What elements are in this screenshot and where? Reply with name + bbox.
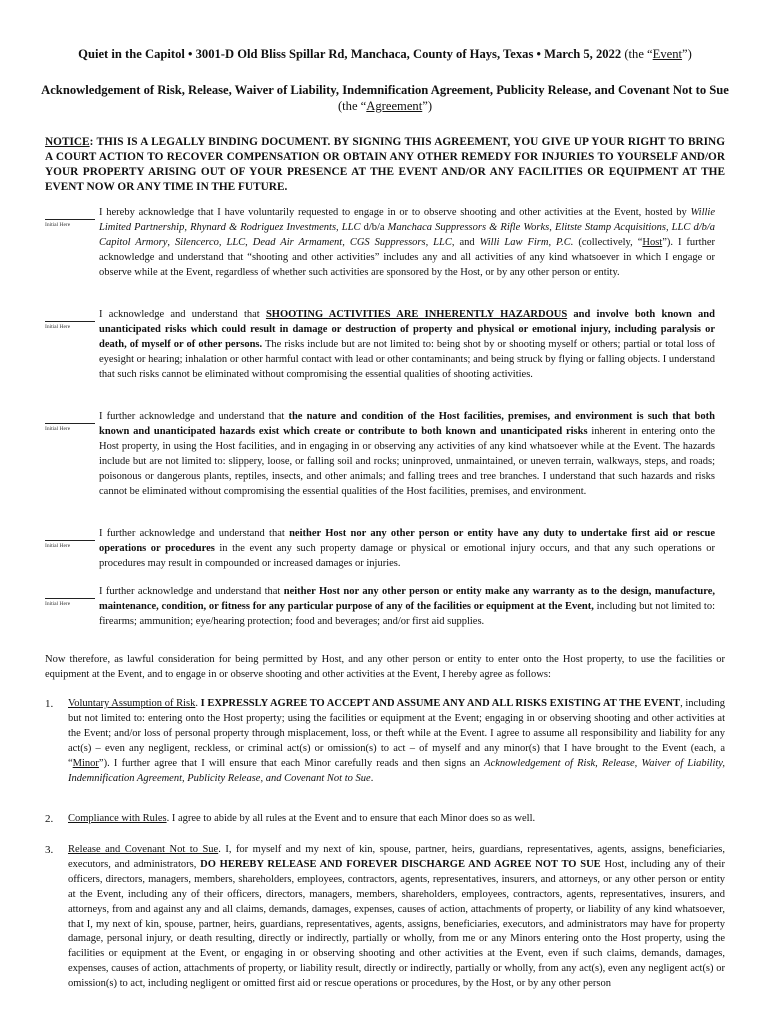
ack3-text: I further acknowledge and understand that <box>99 411 289 422</box>
acknowledgement-1 <box>99 206 715 281</box>
sep: (collectively, “ <box>573 236 643 248</box>
clause-1-text: , including but not limited to: entering onto the Host property; using the facilities or equipment at the Event; engaging in or observing shooting and other activities at the Event; and/or loss of personal property through misplacement, loss, or theft while at the Event. I agree to assume all responsibility and liability for any act(s) – even any negligent, reckless, or criminal act(s) or omission(s) to act – of myself and any minor(s) that I have brought to the Event (each, a “ <box>68 698 726 769</box>
acknowledgement-4 <box>99 527 715 572</box>
ack2-bold: and involve both known and unanticipated risks which could result in damage or destruction of property and physical or emotional injury, including paralysis or death, of myself or of other persons. <box>99 309 715 350</box>
clause-3-text: . I, for myself and my next of kin, spouse, partner, heirs, guardians, representatives, agents, assigns, beneficiaries, executors, and administrators, <box>68 844 726 870</box>
host-defined-term: Host <box>642 236 663 248</box>
clause-1-bold: I EXPRESSLY AGREE TO ACCEPT AND ASSUME ANY AND ALL RISKS EXISTING AT THE EVENT <box>200 698 681 709</box>
clause-heading: Compliance with Rules <box>68 813 167 824</box>
initial-field-5[interactable] <box>45 598 97 608</box>
initial-line[interactable] <box>45 219 95 220</box>
now-therefore-paragraph: Now therefore, as lawful consideration for being permitted by Host, and any other person or entity to enter onto the Host property, to use the facilities or equipment at the Event, and to engage in or observe shooting and other activities at the Event, I hereby agree as follows: <box>45 654 725 680</box>
event-address: 3001-D Old Bliss Spillar Rd, Manchaca, County of Hays, Texas <box>195 47 534 61</box>
host-willi: Willi Law Firm, P.C. <box>479 236 574 248</box>
initial-label: Initial Here <box>45 543 71 549</box>
sep: . <box>195 698 201 709</box>
host-manchaca: Manchaca Suppressors & Rifle Works <box>387 221 550 233</box>
event-defined-term: Event <box>652 47 683 61</box>
clause-2-text: . I agree to abide by all rules at the Event and to ensure that each Minor does so as well. <box>166 813 536 824</box>
event-defn-close: ”) <box>682 47 692 61</box>
ack3-text-b: inherent in entering onto the Host property, in using the Host facilities, and in engaging in or observing any activities of any kind whatsoever while at the Event. The hazards include but are not limited to: slippery, loose, or falling soil and rocks; uninproved, unmaintained, or uneven terrain, walkways, steps, and roads; poisonous or dangerous plants, reptiles, insects, and other animals; and falling trees and tree branches. I understand that such hazards and risks cannot be eliminated without compromising the essential qualities of the Host facilities, premises, and environment. <box>99 425 716 497</box>
agreement-defined-term: Agreement <box>366 99 423 113</box>
notice-text: : THIS IS A LEGALLY BINDING DOCUMENT. BY SIGNING THIS AGREEMENT, YOU GIVE UP YOUR RIGHT TO BRING A COURT ACTION TO RECOVER COMPENSATION OR OBTAIN ANY OTHER REMEDY FOR INJURIES TO YOURSELF AND/OR YOUR PROPERTY ARISING OUT OF YOUR PRESENCE AT THE EVENT AND/OR ANY FACILITIES OR EQUIPMENT AT THE EVENT NOW OR ANY TIME IN THE FUTURE. <box>45 136 725 193</box>
host-silencerco: Silencerco, LLC <box>174 236 246 248</box>
ack5-text: I further acknowledge and understand that <box>99 586 284 597</box>
sep: , <box>549 221 555 233</box>
initial-label: Initial Here <box>45 426 71 432</box>
clause-3-text-b: Host, including any of their officers, directors, managers, members, shareholders, employees, contractors, agents, representatives, insurers, and attorneys, or any other person or entity at the Event, including any of their officers, directors, managers, members, shareholders, employees, contractors, agents, representatives, insurers, and attorneys, from and against any and all claims, demands, damages, expenses, causes of action, attachments of property, or liability of any kind whatsoever, that I, my next of kin, spouse, partner, heirs, guardians, representatives, agents, assigns, beneficiaries, executors, and administrators may have for property damage, personal injury, or death resulting, directly or indirectly, partially or wholly, from me or any Minors entering onto the Host property, using the facilities or equipment at the Event, or engaging in or observing shooting and other activities at the Event, even if such claims, demands, damages, expenses, causes of action, attachments of property, or liability result, directly or indirectly, partially or wholly, from any act(s), even any negligent act(s) or omission(s) to act, including negligent or omitted first aid or rescue operations or procedures, by the Host, or by any other person <box>68 858 725 990</box>
event-name: Quiet in the Capitol <box>78 47 185 61</box>
sep: , <box>167 236 175 248</box>
agreement-defn-open: (the “ <box>337 99 367 113</box>
agreement-title <box>30 82 740 114</box>
clause-number: 2. <box>45 813 54 825</box>
initial-line[interactable] <box>45 321 95 322</box>
initial-line[interactable] <box>45 598 95 599</box>
host-elitste: Elitste Stamp Acquisitions, LLC d/b/a Capitol Armory <box>99 221 716 248</box>
agreement-title-text: Acknowledgement of Risk, Release, Waiver of Liability, Indemnification Agreement, Publicity Release, and Covenant Not to Sue <box>41 83 729 97</box>
notice-label: NOTICE <box>45 136 90 148</box>
initial-field-1[interactable] <box>45 219 97 229</box>
bullet-separator: • <box>536 47 541 61</box>
ack5-bold: neither Host nor any other person or entity make any warranty as to the design, manufacture, maintenance, condition, or fitness for any particular purpose of any of the facilities or equipment at the Event, <box>99 586 715 612</box>
agreement-title-ref: Acknowledgement of Risk, Release, Waiver of Liability, Indemnification Agreement, Publicity Release, and Covenant Not to Sue <box>68 757 726 784</box>
initial-field-4[interactable] <box>45 540 97 550</box>
clause-heading: Voluntary Assumption of Risk <box>68 698 196 709</box>
sep: , and <box>451 236 480 248</box>
clause-number: 1. <box>45 698 54 710</box>
clause-3-bold: DO HEREBY RELEASE AND FOREVER DISCHARGE AND AGREE NOT TO SUE <box>200 858 601 870</box>
sep: , <box>184 221 191 233</box>
host-rhynard: Rhynard & Rodriguez Investments, LLC <box>190 221 361 233</box>
ack2-text: I acknowledge and understand that <box>99 309 266 320</box>
clause-heading: Release and Covenant Not to Sue <box>68 844 219 855</box>
initial-label: Initial Here <box>45 222 71 228</box>
sep: , <box>342 236 350 248</box>
initial-label: Initial Here <box>45 324 71 330</box>
ack1-text-b: ”). I further acknowledge and understand that “shooting and other activities” includes any and all activities of any kind whatsoever in which I engage or observe while at the Event, regardless of whether such activities are sponsored by the Host, or by any other person or entity. <box>99 236 715 278</box>
sep: . <box>370 772 374 784</box>
ack4-text-b: in the event any such property damage or physical or emotional injury occurs, and that any such operations or procedures may result in compounded or increased damages or injuries. <box>99 542 715 569</box>
sep: , <box>245 236 253 248</box>
event-date: March 5, 2022 <box>544 47 622 61</box>
ack2-text-b: The risks include but are not limited to: being shot by or shooting myself or others; partial or total loss of eyesight or hearing; inhalation or other harmful contact with lead or other contaminants; and being struck by flying or falling objects. I understand that such risks cannot be eliminated without compromising the essential qualities of shooting activities. <box>99 338 715 380</box>
event-header <box>30 46 740 62</box>
ack4-bold: neither Host nor any other person or entity have any duty to undertake first aid or rescue operations or procedures <box>99 528 715 554</box>
clause-number: 3. <box>45 844 54 856</box>
clause-2-body <box>68 812 725 827</box>
clause-3-body <box>68 843 725 992</box>
ack4-text: I further acknowledge and understand that <box>99 528 290 539</box>
initial-line[interactable] <box>45 540 95 541</box>
hazard-statement: SHOOTING ACTIVITIES ARE INHERENTLY HAZARDOUS <box>265 309 568 320</box>
minor-defined-term: Minor <box>72 757 99 769</box>
host-willie: Willie Limited Partnership <box>99 207 715 233</box>
acknowledgement-2 <box>99 308 715 383</box>
bullet-separator: • <box>188 47 193 61</box>
host-deadair: Dead Air Armament <box>252 236 343 248</box>
event-defn-open: (the “ <box>624 47 653 61</box>
agreement-defn-close: ”) <box>422 99 433 113</box>
ack3-bold: the nature and condition of the Host facilities, premises, and environment is such that both known and unanticipated hazards exist which create or contribute to both known and unanticipated risks <box>99 411 715 437</box>
clause-1-body <box>68 697 725 786</box>
acknowledgement-3 <box>99 410 715 499</box>
initial-field-3[interactable] <box>45 423 97 433</box>
ack5-text-b: including but not limited to: firearms; ammunition; eye/hearing protection; food and beverages; and/or first aid supplies. <box>99 600 716 627</box>
sep: d/b/a <box>360 221 388 233</box>
clause-1-text-b: ”). I further agree that I will ensure that each Minor carefully reads and then signs an <box>98 757 485 769</box>
initial-label: Initial Here <box>45 601 71 607</box>
ack1-text: I hereby acknowledge that I have voluntarily requested to engage in or to observe shooting and other activities at the Event, hosted by <box>99 207 691 218</box>
initial-field-2[interactable] <box>45 321 97 331</box>
legal-notice <box>45 135 725 195</box>
initial-line[interactable] <box>45 423 95 424</box>
host-cgs: CGS Suppressors, LLC <box>349 236 452 248</box>
acknowledgement-5 <box>99 585 715 630</box>
